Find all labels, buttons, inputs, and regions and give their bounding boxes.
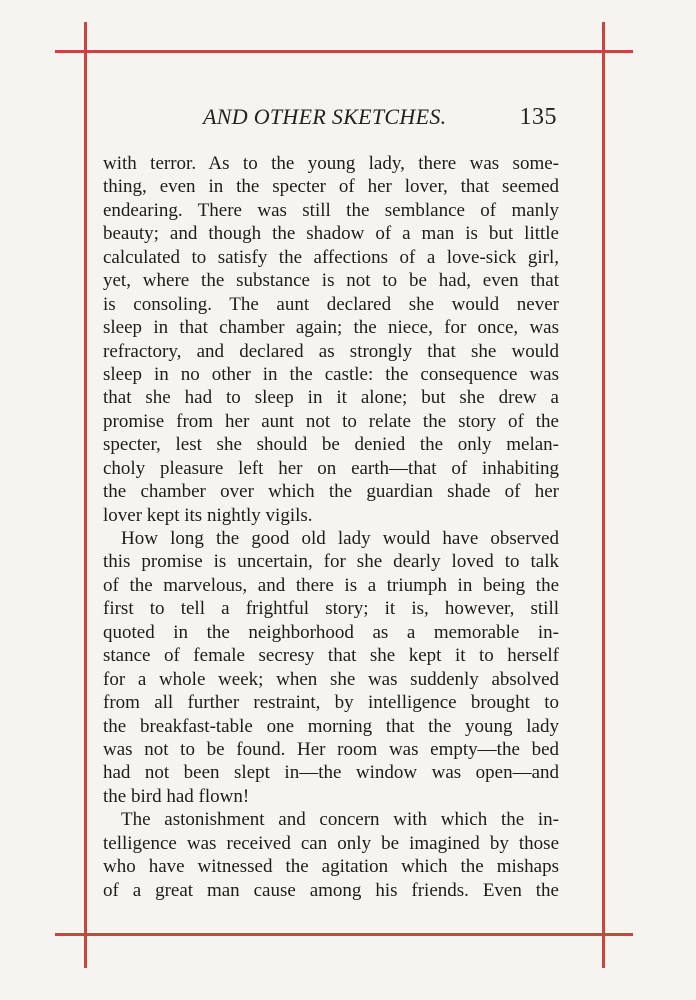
text-line: refractory, and declared as strongly that she would	[103, 340, 559, 362]
text-line: is consoling. The aunt declared she would never	[103, 293, 559, 315]
text-line: beauty; and though the shadow of a man is but little	[103, 223, 559, 245]
text-line: who have witnessed the agitation which the mishaps	[103, 856, 559, 878]
running-title: AND OTHER SKETCHES.	[203, 104, 447, 129]
text-line: lover kept its nightly vigils.	[103, 504, 313, 526]
text-line: with terror. As to the young lady, there was some-	[103, 153, 559, 174]
text-line: thing, even in the specter of her lover, that seemed	[103, 176, 559, 198]
text-line: yet, where the substance is not to be had, even that	[103, 270, 559, 292]
paragraph-3	[103, 808, 559, 902]
bottom-border-rule	[55, 933, 633, 936]
text-line: the breakfast-table one morning that the young lady	[103, 715, 559, 737]
text-line: had not been slept in—the window was open—and	[103, 762, 559, 784]
left-border-rule	[84, 22, 87, 968]
text-line: sleep in that chamber again; the niece, for once, was	[103, 317, 559, 339]
text-line: calculated to satisfy the affections of a love-sick girl,	[103, 246, 559, 268]
text-line: stance of female secresy that she kept it to herself	[103, 645, 559, 667]
text-line: The astonishment and concern with which the in-	[121, 809, 559, 831]
text-line: promise from her aunt not to relate the story of the	[103, 410, 559, 432]
page-header	[103, 104, 559, 134]
page-number: 135	[519, 104, 557, 130]
text-line: sleep in no other in the castle: the consequence was	[103, 363, 559, 385]
text-line: the chamber over which the guardian shade of her	[103, 481, 559, 503]
text-line: How long the good old lady would have observed	[121, 528, 559, 549]
text-line: the bird had flown!	[103, 785, 250, 807]
top-border-rule	[55, 50, 633, 53]
text-line: first to tell a frightful story; it is, however, still	[103, 598, 559, 620]
text-line: endearing. There was still the semblance of manly	[103, 199, 559, 221]
text-line: this promise is uncertain, for she dearly loved to talk	[103, 551, 559, 573]
text-line: for a whole week; when she was suddenly absolved	[103, 668, 559, 690]
text-line: choly pleasure left her on earth—that of inhabiting	[103, 457, 559, 479]
text-line: quoted in the neighborhood as a memorable in-	[103, 621, 559, 643]
text-line: that she had to sleep in it alone; but she drew a	[103, 387, 559, 409]
text-line: telligence was received can only be imagined by those	[103, 832, 559, 854]
paragraph-2	[103, 527, 559, 808]
paragraph-1	[103, 152, 559, 527]
right-border-rule	[602, 22, 605, 968]
body-text	[103, 152, 559, 902]
text-line: of a great man cause among his friends. Even the	[103, 879, 559, 901]
text-line: of the marvelous, and there is a triumph in being the	[103, 574, 559, 596]
text-line: from all further restraint, by intelligence brought to	[103, 692, 559, 714]
text-line: was not to be found. Her room was empty—the bed	[103, 738, 559, 760]
text-line: specter, lest she should be denied the only melan-	[103, 434, 559, 456]
